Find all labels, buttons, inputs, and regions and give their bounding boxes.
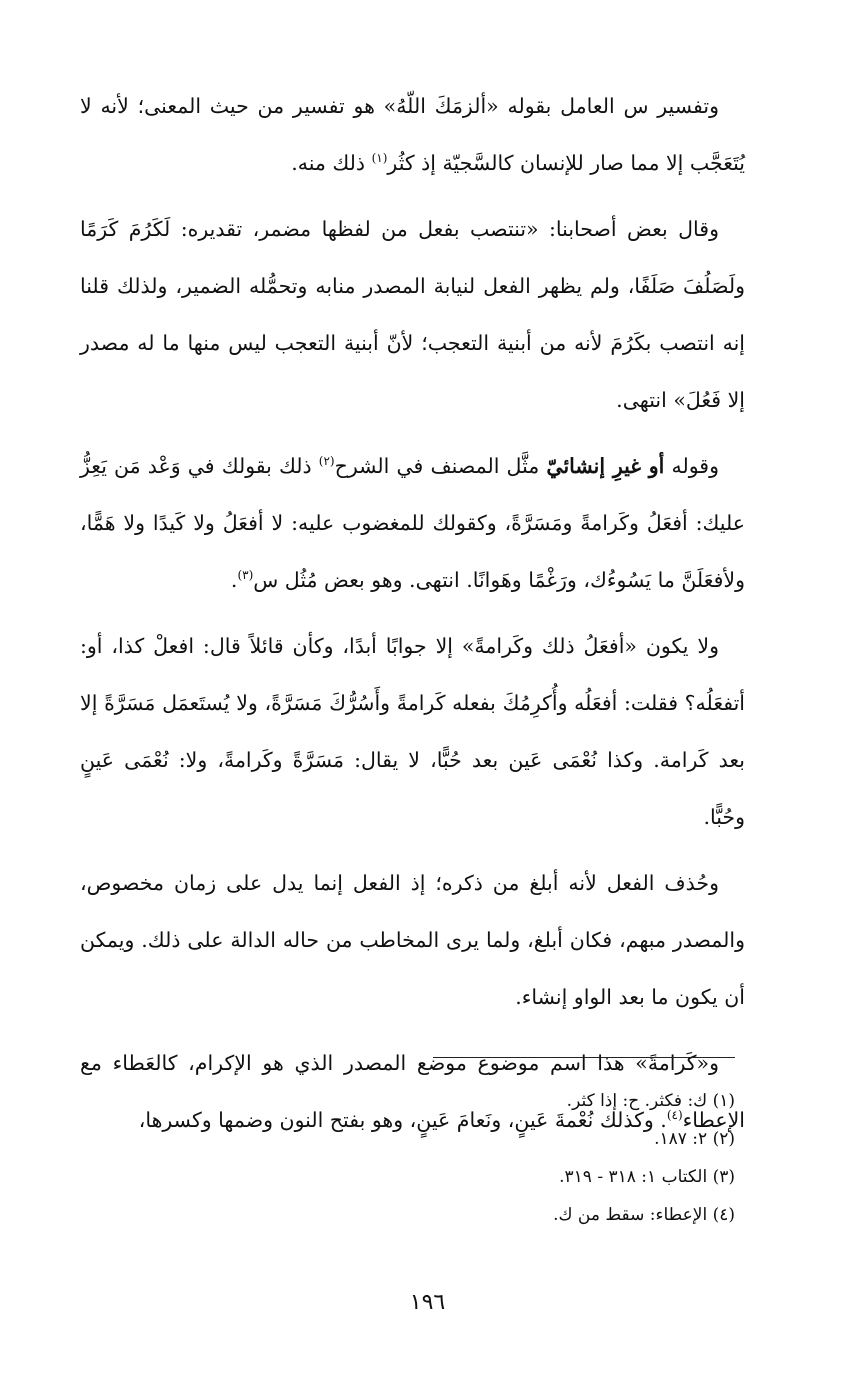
text-segment: ولا يكون «أفعَلُ ذلك وكَرامةً» إلا جوابًا أبدًا، وكأن قائلاً قال: افعلْ كذا، أو: أتفعَلُه؟ فقلت: أفعَلُه وأُكرِمُكَ بفعله كَرامةً وأَسُرُّكَ مَسَرَّةً، ولا يُستَعمَل مَسَرَّةً إلا بعد كَرامة. وكذا نُعْمَى عَين بعد حُبًّا، لا يقال: مَسَرَّةً وكَرامةً، ولا: نُعْمَى عَينٍ وحُبًّا. (80, 634, 745, 829)
text-segment: . (230, 568, 238, 592)
text-segment: وحُذف الفعل لأنه أبلغ من ذكره؛ إذ الفعل إنما يدل على زمان مخصوص، والمصدر مبهم، فكان أبلغ، ولما يرى المخاطب من حاله الدالة على ذلك. ويمكن أن يكون ما بعد الواو إنشاء. (80, 871, 745, 1009)
footnote-marker: (٣) (237, 568, 254, 583)
text-segment: وقوله (664, 454, 719, 478)
paragraph (80, 855, 745, 1026)
paragraph (80, 438, 745, 609)
footnotes (300, 1082, 735, 1234)
text-segment: . وكذلك نُعْمةَ عَينٍ، ونَعامَ عَينٍ، وهو بفتح النون وضمها وكسرها، (138, 1108, 667, 1132)
text-segment: وتفسير س العامل بقوله «ألزمَكَ اللّهُ» هو تفسير من حيث المعنى؛ لأنه لا يُتَعَجَّب إلا مما صار للإنسان كالسَّجيّة إذ كثُر (80, 94, 745, 175)
footnote: (٤) الإعطاء: سقط من ك. (553, 1205, 735, 1225)
main-text (80, 78, 745, 1158)
paragraph (80, 201, 745, 429)
paragraph (80, 618, 745, 846)
paragraph (80, 78, 745, 192)
text-segment: ذلك بقولك في وَعْد مَن يَعِزُّ عليك: أفعَلُ وكَرامةً ومَسَرَّةً، وكقولك للمغضوب عليه: لا أفعَلُ ولا كَيدًا ولا هَمًّا، ولأفعَلَنَّ ما يَسُوءُك، ورَغْمًا وهَوانًا. انتهى. وهو بعض مُثُل س (80, 454, 745, 592)
text-segment: وقال بعض أصحابنا: «تنتصب بفعل من لفظها مضمر، تقديره: لَكَرُمَ كَرَمًا ولَصَلُفَ صَلَفًا، ولم يظهر الفعل لنيابة المصدر منابه وتحمُّله الضمير، ولذلك قلنا إنه انتصب بكَرُمَ لأنه من أبنية التعجب؛ لأنّ أبنية التعجب ليس منها ما له مصدر إلا فَعُلَ» انتهى. (80, 217, 745, 412)
footnote-marker: (١) (371, 151, 388, 166)
footnote: (١) ك: فكثر. ح: إذا كثر. (566, 1091, 735, 1111)
bold-text-segment: أو غيرِ إنشائيّ (546, 454, 665, 478)
footnote: (٣) الكتاب ١: ٣١٨ - ٣١٩. (559, 1167, 735, 1187)
footnote-separator (433, 1057, 735, 1058)
page-number: ١٩٦ (409, 1290, 446, 1315)
footnote: (٢) ٢: ١٨٧. (654, 1129, 735, 1149)
footnote-marker: (٢) (318, 454, 335, 469)
text-segment: و«كَرامةً» هذا اسم موضوع موضع المصدر الذي هو الإكرام، كالعَطاء مع الإعطاء (80, 1051, 745, 1132)
text-segment: مثَّل المصنف في الشرح (334, 454, 547, 478)
text-segment: ذلك منه. (291, 151, 372, 175)
footnote-marker: (٤) (666, 1108, 683, 1123)
